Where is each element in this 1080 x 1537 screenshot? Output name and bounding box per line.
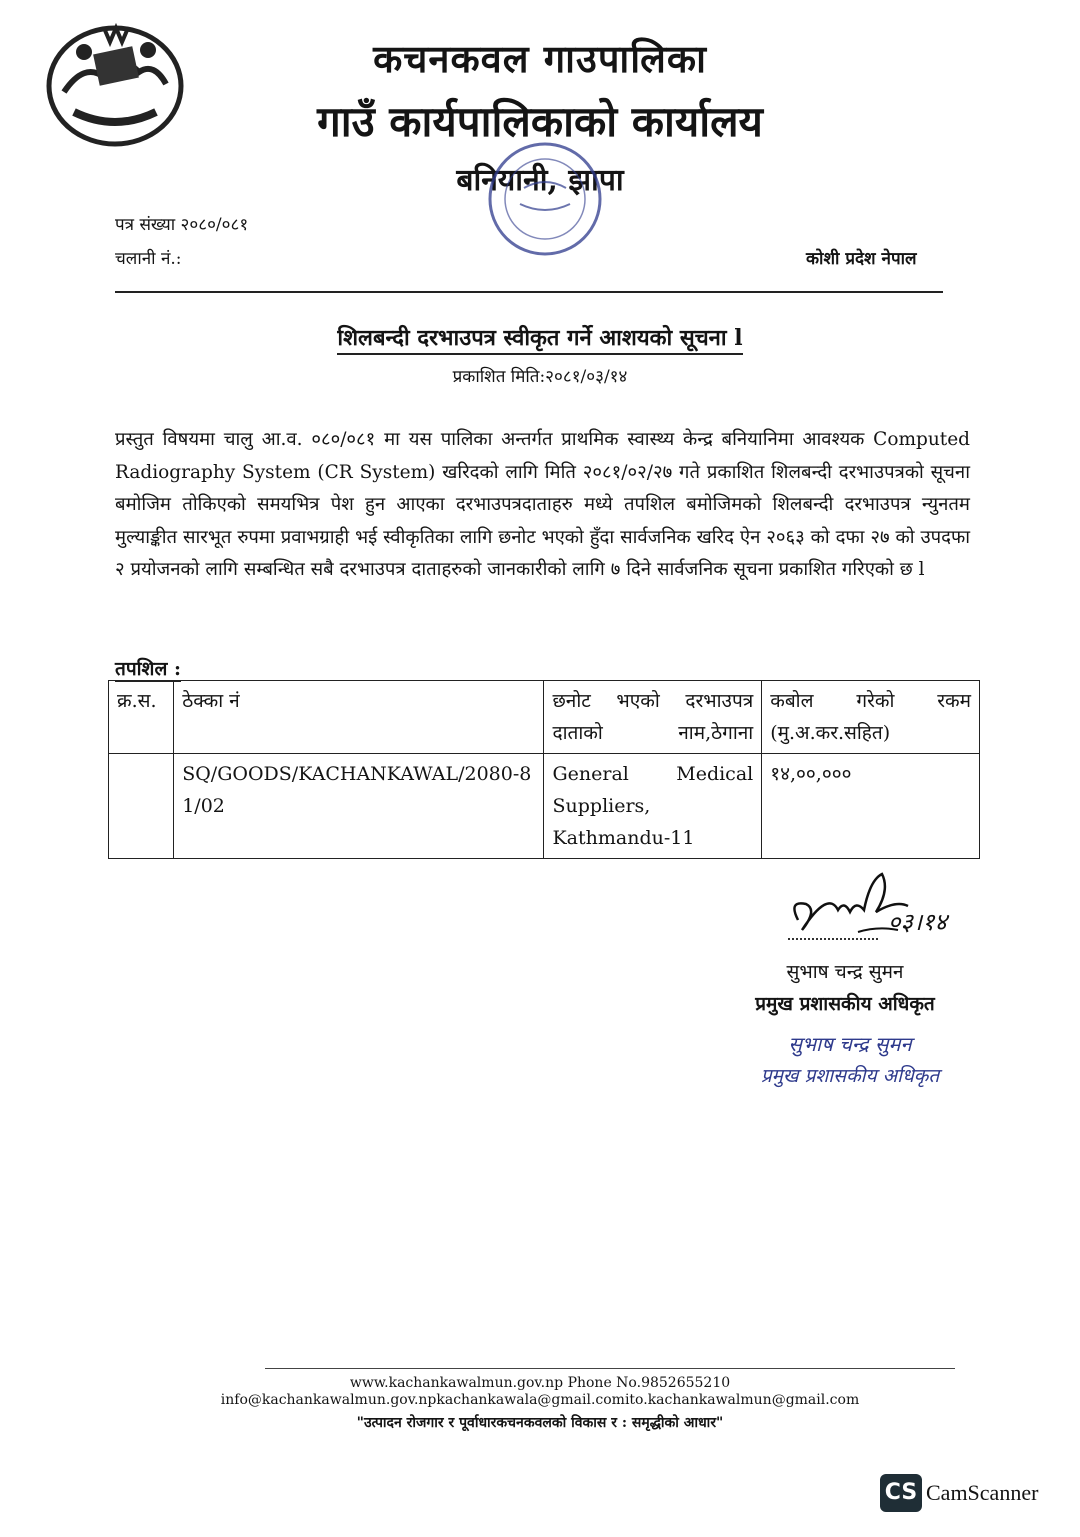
- stamp-signatory-designation: प्रमुख प्रशासकीय अधिकृत: [760, 1065, 940, 1087]
- footer-website-phone: www.kachankawalmun.gov.np Phone No.9852655210: [349, 1375, 731, 1391]
- svg-text:०३।१४: ०३।१४: [888, 908, 948, 936]
- notice-title: शिलबन्दी दरभाउपत्र स्वीकृत गर्ने आशयको सूचना l: [0, 322, 1080, 352]
- municipality-name: कचनकवल गाउपालिका: [373, 36, 707, 81]
- camscanner-badge-icon: CS: [880, 1474, 922, 1512]
- header-divider: [115, 291, 943, 293]
- row-sn: [109, 754, 174, 859]
- notice-body: प्रस्तुत विषयमा चालु आ.व. ०८०/०८१ मा यस पालिका अन्तर्गत प्राथमिक स्वास्थ्य केन्द्र बनियानिमा आवश्यक Computed Radiography System (CR System) खरिदको लागि मिति २०८१/०२/२७ गते प्रकाशित शिलबन्दी दरभाउपत्रको सूचना बमोजिम तोकिएको समयभित्र पेश हुन आएका दरभाउपत्रदाताहरु मध्ये तपशिल बमोजिमको शिलबन्दी दरभाउपत्र न्युनतम मुल्याङ्कीत सारभूत रुपमा प्रवाभग्राही भई स्वीकृतिका लागि छनोट भएको हुँदा सार्वजनिक खरिद ऐन २०६३ को दफा २७ को उपदफा २ प्रयोजनको लागि सम्बन्धित सबै दरभाउपत्र दाताहरुको जानकारीको लागि ७ दिने सार्वजनिक सूचना प्रकाशित गरिएको छ l: [115, 429, 970, 580]
- signatory-name: सुभाष चन्द्र सुमन: [786, 961, 904, 983]
- office-location: बनियानी, झापा: [456, 163, 624, 198]
- table-row: [109, 754, 980, 859]
- footer-divider: [265, 1368, 955, 1369]
- signatory-designation: प्रमुख प्रशासकीय अधिकृत: [755, 993, 935, 1015]
- office-stamp-seal: [484, 138, 606, 260]
- details-label: तपशिल :: [115, 658, 181, 680]
- header-bidder: छनोट भएको दरभाउपत्र दाताको नाम,ठेगाना: [544, 681, 762, 754]
- letter-number: पत्र संख्या २०८०/०८१: [115, 215, 249, 235]
- row-contract-no: SQ/GOODS/KACHANKAWAL/2080-81/02: [174, 754, 544, 859]
- office-name: गाउँ कार्यपालिकाको कार्यालय: [317, 97, 763, 146]
- bidder-line-2: Suppliers,: [552, 795, 651, 817]
- province-label: कोशी प्रदेश नेपाल: [806, 249, 917, 269]
- footer-slogan: "उत्पादन रोजगार र पूर्वाधारकचनकवलको विकास र : समृद्धीको आधार": [356, 1415, 724, 1431]
- selected-bid-table: [108, 680, 980, 859]
- published-date: प्रकाशित मिति:२०८१/०३/१४: [452, 367, 628, 387]
- stamp-signatory-name: सुभाष चन्द्र सुमन: [788, 1032, 912, 1056]
- row-bidder: [544, 754, 762, 859]
- signature-line: [788, 938, 878, 940]
- footer-emails: info@kachankawalmun.gov.npkachankawala@gmail.comito.kachankawalmun@gmail.com: [220, 1392, 860, 1408]
- camscanner-watermark: CamScanner: [926, 1480, 1039, 1505]
- row-amount: १४,००,०००: [762, 754, 980, 859]
- header-amount: कबोल गरेको रकम (मु.अ.कर.सहित): [762, 681, 980, 754]
- bidder-line-1: General Medical: [552, 763, 754, 785]
- header-sn: क्र.स.: [109, 681, 174, 754]
- header-contract-no: ठेक्का नं: [174, 681, 544, 754]
- dispatch-number: चलानी नं.:: [115, 249, 182, 269]
- table-header-row: [109, 681, 980, 754]
- bidder-line-3: Kathmandu-11: [552, 827, 695, 849]
